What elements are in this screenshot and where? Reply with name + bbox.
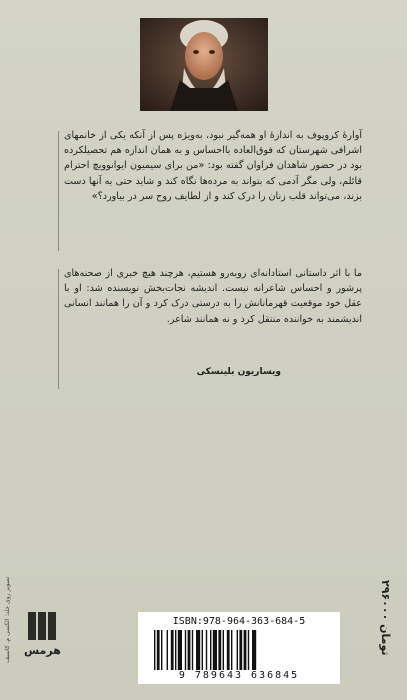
blurb-paragraph-1: آوارهٔ کروپوف به اندازهٔ او همه‌گیر نبود، به‌ویژه پس از آنکه یکی از خانمهای اشرافی شهرستان که فوق‌العاده بااحساس و به همان اندازه هم تحصیلکرده بود در حضور شاهدان فراوان گفته بود: «من برای سیمیون ایوانوویچ احترام قائلم، ولی مگر آدمی که بتواند به مرده‌ها نگاه کند و شاید حتی به آنها دست بزند، می‌تواند قلب زنان را درک کند و از لطایف روح سر در بیاورد؟» [64, 130, 362, 202]
barcode-icon [152, 630, 328, 670]
paragraph-rule [58, 269, 59, 389]
author-portrait [140, 18, 268, 111]
price-label: ۲۹۶۰۰۰ تومان [379, 580, 392, 656]
publisher-logo-icon [24, 612, 60, 640]
blurb-paragraph-2: ما با اثر داستانی استادانه‌ای روبه‌رو هستیم، هرچند هیچ خبری از صحنه‌های پرشور و احساس شاعرانه نیست. اندیشه نجات‌بخش نویسنده شد: او با عقل خود موقعیت قهرمانانش را به درستی درک کرد و آن را همانند انسانی اندیشمند به خواننده منتقل کرد و نه همانند شاعر. [64, 268, 362, 325]
paragraph-rule [58, 131, 59, 251]
barcode-number: 9 789643 636845 [178, 670, 300, 681]
barcode-panel [138, 612, 340, 684]
isbn-text: ISBN:978-964-363-684-5 [172, 616, 306, 627]
quote-author: ویساریون بلینسکی [196, 367, 281, 377]
publisher-name: هرمس [24, 644, 61, 657]
publisher-logo [24, 612, 60, 672]
cover-image-credit: تصویر روی جلد: الکسی م. کاسیف [4, 576, 11, 663]
